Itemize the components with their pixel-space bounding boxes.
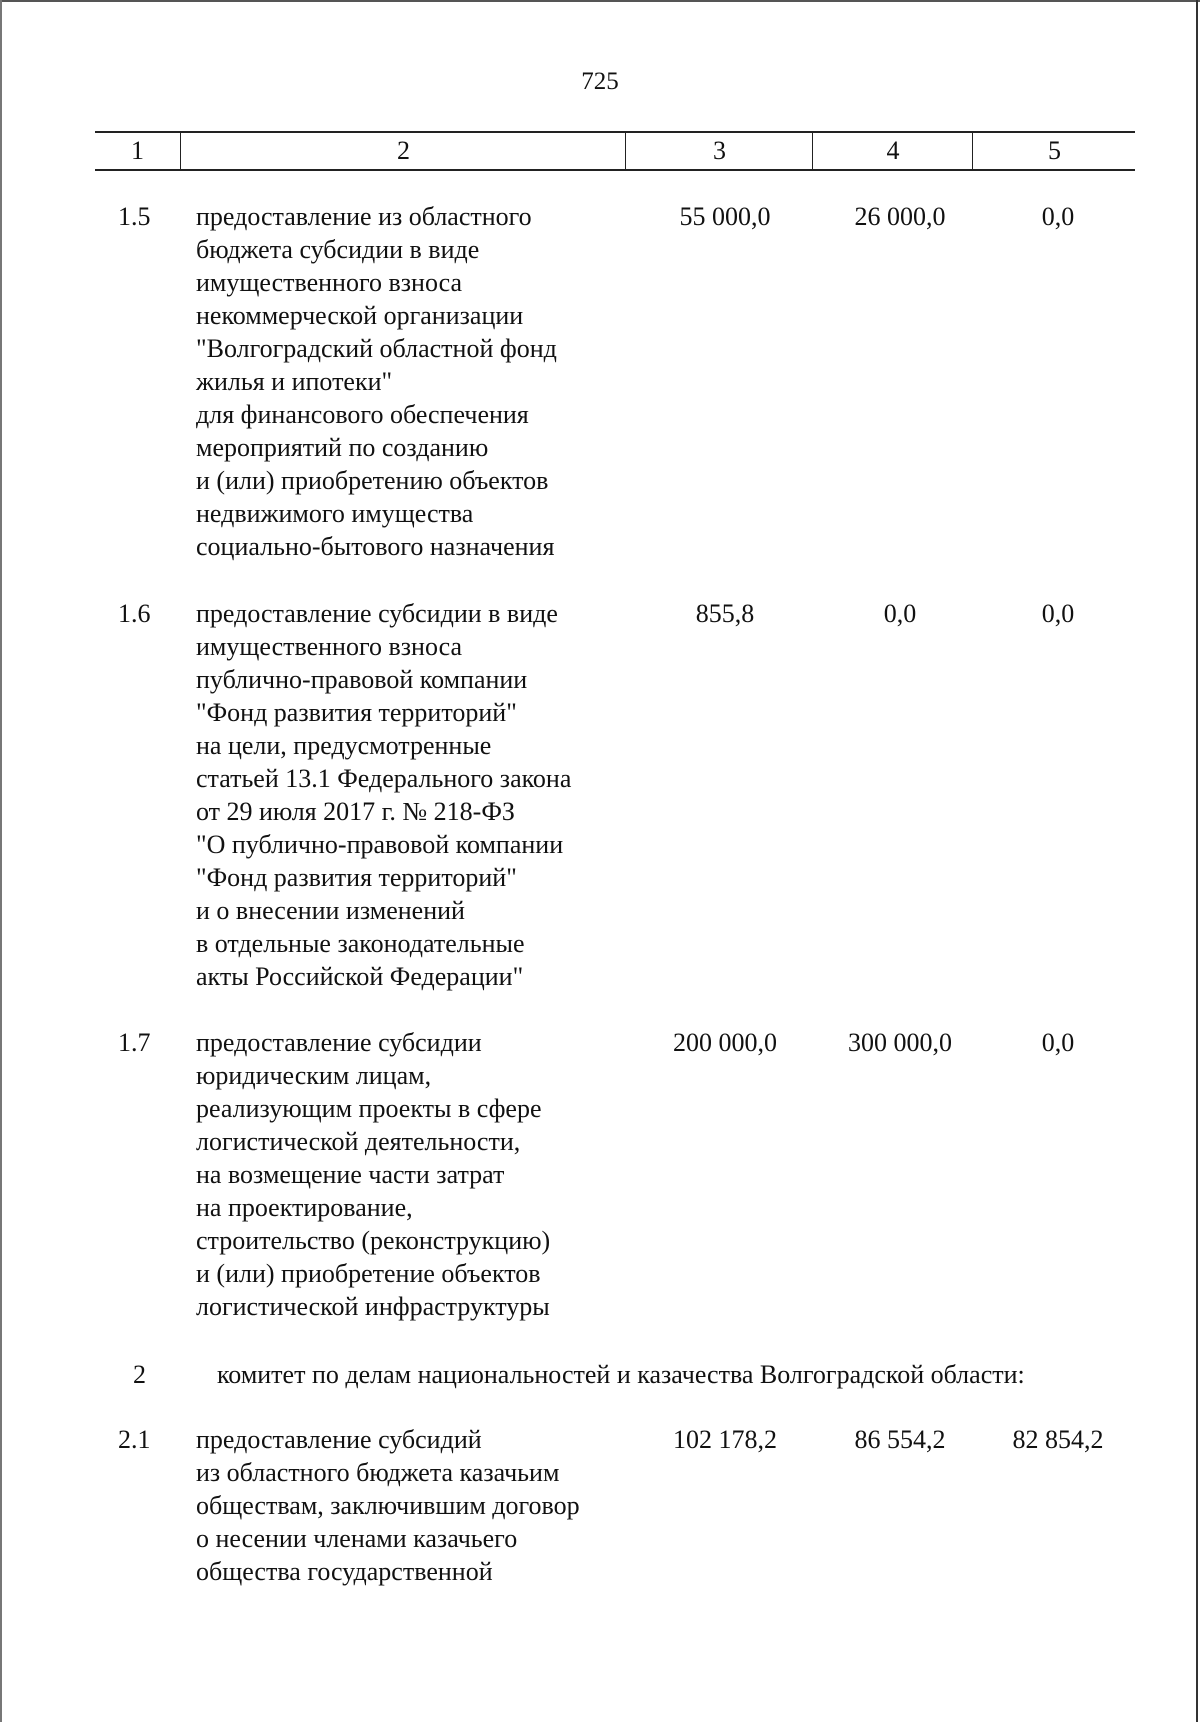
row-value-col3: 55 000,0 <box>679 202 771 231</box>
row-value-col5: 0,0 <box>1041 1028 1075 1057</box>
row-value-col4: 300 000,0 <box>848 1028 952 1057</box>
scan-edge-left <box>0 0 2 1722</box>
row-value-col3: 200 000,0 <box>673 1028 777 1057</box>
column-header-3: 3 <box>625 133 813 169</box>
row-description: предоставление субсидий из областного бюджета казачьим обществам, заключившим договор о несении членами казачьего общества государственной <box>196 1425 580 1586</box>
column-header-4: 4 <box>812 133 973 169</box>
row-description: предоставление из областного бюджета субсидии в виде имущественного взноса некоммерческой организации "Волгоградский областной фонд жилья и ипотеки" для финансового обеспечения мероприятий по созданию и (или) приобретению объектов недвижимого имущества социально-бытового назначения <box>196 202 557 561</box>
page-number: 725 <box>581 68 619 95</box>
section-title: комитет по делам национальностей и казачества Волгоградской области: <box>217 1360 1025 1389</box>
row-value-col4: 0,0 <box>883 599 917 628</box>
table-header <box>95 131 1135 171</box>
row-number: 1.6 <box>118 599 151 628</box>
section-number: 2 <box>133 1360 146 1389</box>
row-value-col3: 102 178,2 <box>673 1425 777 1454</box>
row-value-col5: 0,0 <box>1041 599 1075 628</box>
row-value-col5: 0,0 <box>1041 202 1075 231</box>
row-value-col3: 855,8 <box>695 599 755 628</box>
row-value-col4: 26 000,0 <box>854 202 946 231</box>
row-description: предоставление субсидии юридическим лицам, реализующим проекты в сфере логистической деятельности, на возмещение части затрат на проектирование, строительство (реконструкцию) и (или) приобретение объектов логистической инфраструктуры <box>196 1028 551 1321</box>
row-description: предоставление субсидии в виде имущественного взноса публично-правовой компании "Фонд развития территорий" на цели, предусмотренные статьей 13.1 Федерального закона от 29 июля 2017 г. № 218-ФЗ "О публично-правовой компании "Фонд развития территорий" и о внесении изменений в отдельные законодательные акты Российской Федерации" <box>196 599 572 991</box>
scan-edge-right <box>1196 0 1198 1722</box>
row-value-col5: 82 854,2 <box>1012 1425 1104 1454</box>
row-number: 2.1 <box>118 1425 151 1454</box>
row-number: 1.5 <box>118 202 151 231</box>
column-header-2: 2 <box>180 133 626 169</box>
row-value-col4: 86 554,2 <box>854 1425 946 1454</box>
column-header-5: 5 <box>972 133 1136 169</box>
row-number: 1.7 <box>118 1028 151 1057</box>
scan-edge-top <box>0 0 1200 2</box>
column-header-1: 1 <box>131 136 144 165</box>
